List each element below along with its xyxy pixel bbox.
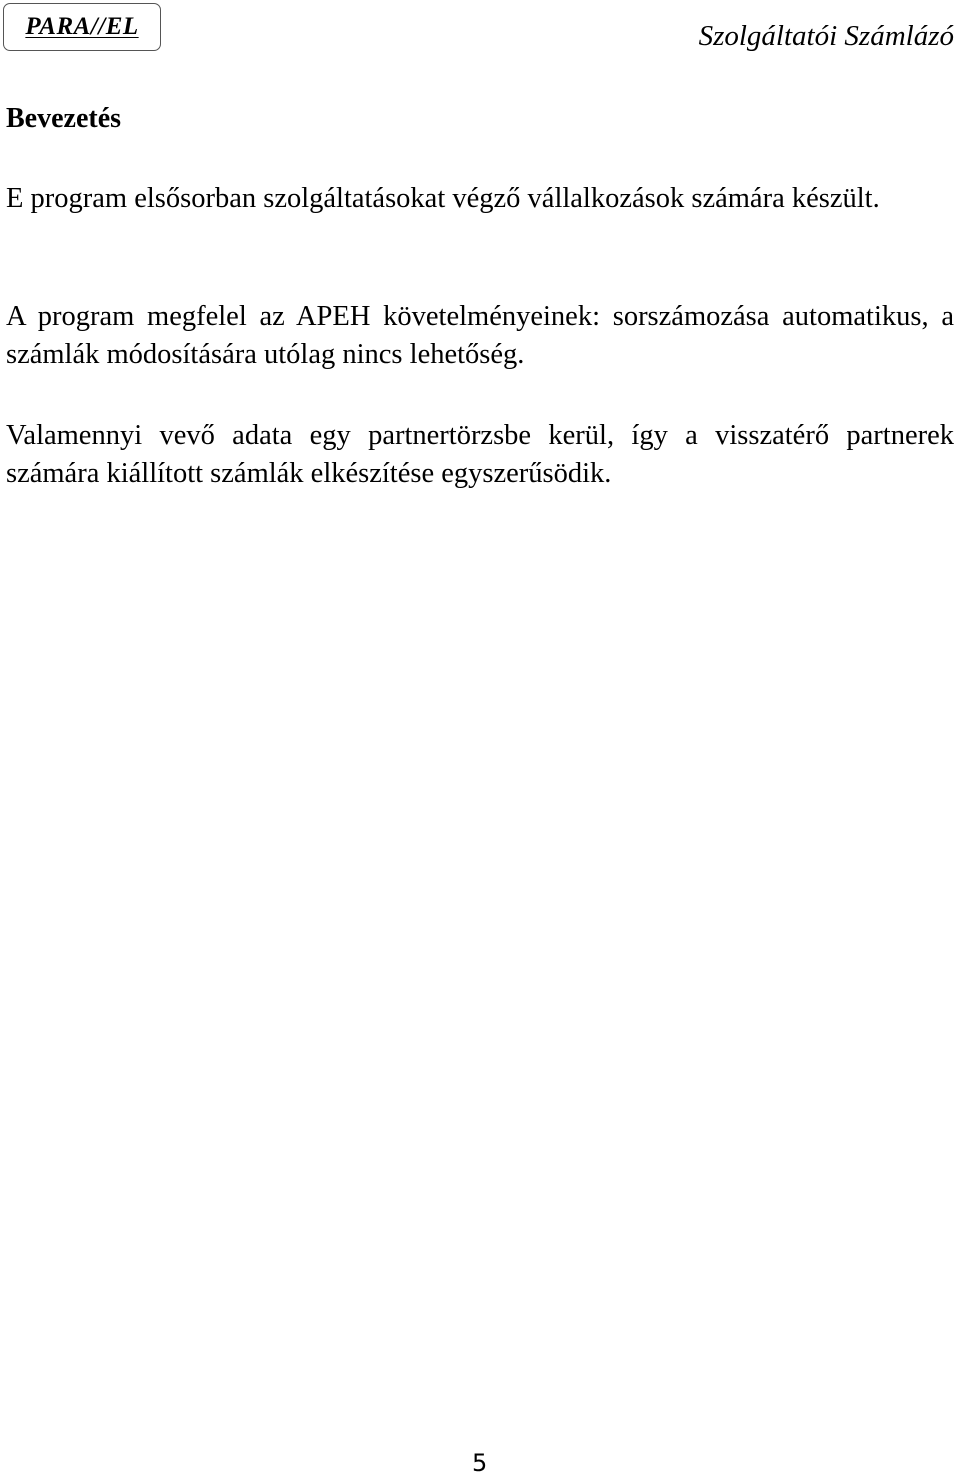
logo-text: PARA//EL — [25, 13, 139, 40]
paragraph-partners: Valamennyi vevő adata egy partnertörzsbe kerül, így a visszatérő partnerek számára kiállított számlák elkészítése egyszerűsödik. — [6, 420, 954, 489]
document-title: Szolgáltatói Számlázó — [698, 20, 954, 52]
company-logo — [3, 3, 161, 51]
section-heading: Bevezetés — [6, 103, 122, 134]
page-number: 5 — [472, 1449, 488, 1477]
paragraph-intro: E program elsősorban szolgáltatásokat végző vállalkozások számára készült. — [6, 183, 880, 214]
paragraph-apeh: A program megfelel az APEH követelményeinek: sorszámozása automatikus, a számlák módosítására utólag nincs lehetőség. — [6, 301, 954, 370]
